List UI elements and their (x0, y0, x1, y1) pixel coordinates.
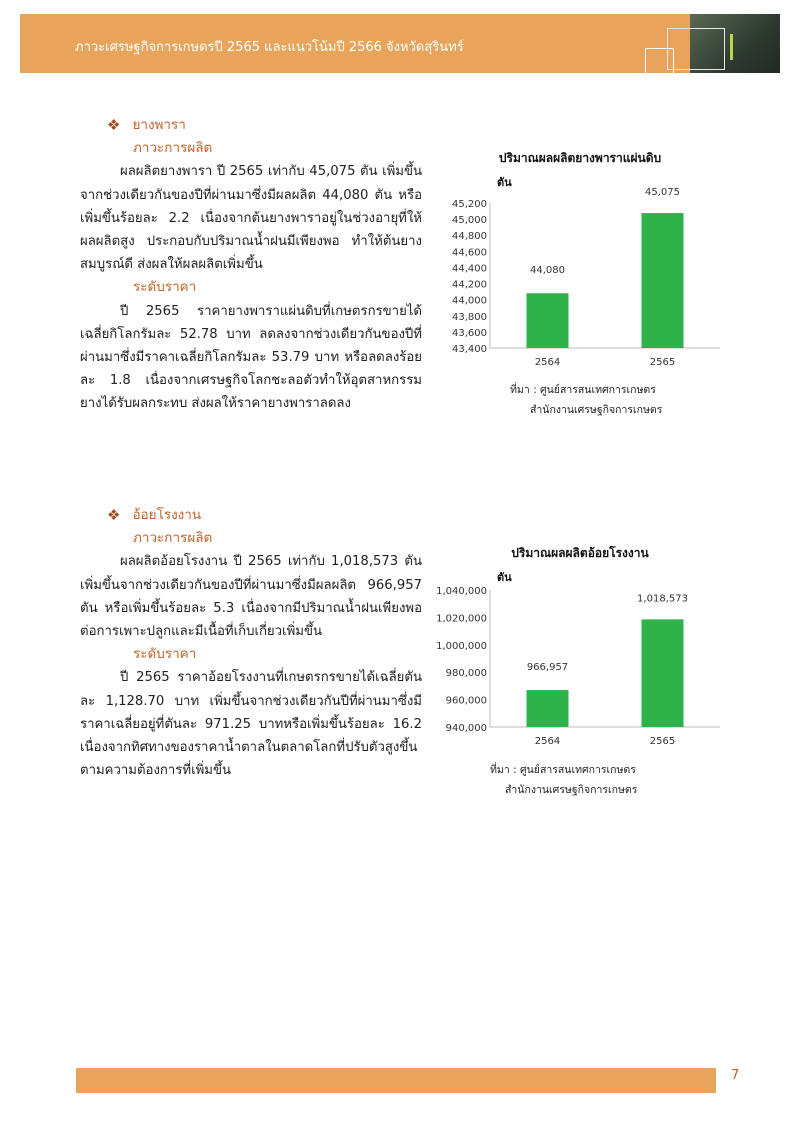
chart-source-agency: สำนักงานเศรษฐกิจการเกษตร (505, 784, 638, 796)
y-tick-label: 43,400 (452, 344, 487, 355)
production-heading: ภาวะการผลิต (133, 530, 213, 547)
y-tick-label: 44,600 (452, 247, 487, 259)
section-title: ยางพารา (132, 117, 186, 133)
x-tick-label: 2565 (649, 357, 676, 368)
bar-2564 (527, 690, 569, 727)
bar-value-label: 1,018,573 (637, 593, 688, 605)
decor-square (667, 28, 725, 70)
section-rubber (80, 114, 422, 416)
section-sugarcane (80, 504, 422, 782)
decor-square (645, 48, 674, 79)
diamond-bullet-icon: ❖ (107, 506, 121, 524)
y-tick-label: 45,200 (452, 199, 487, 210)
bar-2564 (527, 293, 569, 348)
header-title: ภาวะเศรษฐกิจการเกษตรปี 2565 และแนวโน้มปี 2566 จังหวัดสุรินทร์ (75, 40, 464, 55)
chart-source-agency: สำนักงานเศรษฐกิจการเกษตร (530, 404, 663, 416)
bar-value-label: 44,080 (530, 265, 565, 277)
production-text: ผลผลิตอ้อยโรงงาน ปี 2565 เท่ากับ 1,018,573 ตัน เพิ่มขึ้นจากช่วงเดียวกันของปีที่ผ่านมาซึ่งมีผลผลิต 966,957 ตัน หรือเพิ่มขึ้นร้อยละ 5.3 เนื่องจากมีปริมาณน้ำฝนเพียงพอต่อการเพาะปลูกและมีเนื้อที่เก็บเกี่ยวเพิ่มขึ้น (80, 554, 422, 640)
y-tick-label: 44,400 (452, 263, 487, 275)
production-text: ผลผลิตยางพารา ปี 2565 เท่ากับ 45,075 ตัน เพิ่มขึ้นจากช่วงเดียวกันของปีที่ผ่านมาซึ่งมีผลผลิต 44,080 ตัน หรือเพิ่มขึ้นร้อยละ 2.2 เนื่องจากต้นยางพาราอยู่ในช่วงอายุที่ให้ผลผลิตสูง ประกอบกับปริมาณน้ำฝนมีเพียงพอ ทำให้ต้นยางสมบูรณ์ดี ส่งผลให้ผลผลิตเพิ่มขึ้น (80, 164, 422, 273)
y-tick-label: 43,800 (452, 311, 487, 323)
y-tick-label: 44,200 (452, 279, 487, 291)
x-tick-label: 2564 (534, 357, 561, 368)
header-banner (20, 14, 780, 73)
sugarcane-production-chart (430, 536, 750, 756)
chart-title: ปริมาณผลผลิตอ้อยโรงงาน (511, 546, 649, 560)
bar-value-label: 45,075 (645, 187, 680, 199)
section-title: อ้อยโรงงาน (132, 507, 202, 523)
price-heading: ระดับราคา (133, 279, 197, 296)
y-axis-unit: ตัน (497, 176, 512, 189)
x-tick-label: 2565 (649, 736, 676, 747)
footer-bar (76, 1068, 716, 1093)
y-tick-label: 44,800 (452, 231, 487, 243)
chart-source: ที่มา : ศูนย์สารสนเทศการเกษตร (490, 764, 636, 776)
page-number: 7 (731, 1068, 740, 1083)
y-axis-unit: ตัน (497, 571, 512, 584)
y-tick-label: 1,040,000 (436, 586, 487, 597)
bar-2565 (642, 619, 684, 727)
x-tick-label: 2564 (534, 736, 561, 747)
y-tick-label: 43,600 (452, 327, 487, 339)
y-tick-label: 960,000 (445, 695, 487, 707)
price-text: ปี 2565 ราคาอ้อยโรงงานที่เกษตรกรขายได้เฉลี่ยตันละ 1,128.70 บาท เพิ่มขึ้นจากช่วงเดียวกันปีที่ผ่านมาซึ่งมีราคาเฉลี่ยอยู่ที่ตันละ 971.25 บาทหรือเพิ่มขึ้นร้อยละ 16.2 เนื่องจากทิศทางของราคาน้ำตาลในตลาดโลกที่ปรับตัวสูงขึ้น ตามความต้องการที่เพิ่มขึ้น (80, 670, 422, 779)
y-tick-label: 980,000 (445, 668, 487, 680)
diamond-bullet-icon: ❖ (107, 116, 121, 134)
production-heading: ภาวะการผลิต (133, 140, 213, 157)
y-tick-label: 45,000 (452, 215, 487, 227)
price-heading: ระดับราคา (133, 646, 197, 663)
rubber-production-chart (430, 140, 750, 380)
bar-2565 (642, 213, 684, 348)
bar-value-label: 966,957 (526, 662, 569, 674)
y-tick-label: 1,020,000 (436, 613, 487, 625)
y-tick-label: 940,000 (445, 723, 487, 734)
chart-title: ปริมาณผลผลิตยางพาราแผ่นดิบ (498, 151, 662, 165)
y-tick-label: 44,000 (452, 295, 487, 307)
price-text: ปี 2565 ราคายางพาราแผ่นดิบที่เกษตรกรขายได้เฉลี่ยกิโลกรัมละ 52.78 บาท ลดลงจากช่วงเดียวกันของปีที่ผ่านมาซึ่งมีราคาเฉลี่ยกิโลกรัมละ 53.79 บาท หรือลดลงร้อยละ 1.8 เนื่องจากเศรษฐกิจโลกชะลอตัวทำให้อุตสาหกรรมยางได้รับผลกระทบ ส่งผลให้ราคายางพาราลดลง (80, 303, 422, 412)
y-tick-label: 1,000,000 (436, 640, 487, 652)
chart-source: ที่มา : ศูนย์สารสนเทศการเกษตร (510, 384, 656, 396)
